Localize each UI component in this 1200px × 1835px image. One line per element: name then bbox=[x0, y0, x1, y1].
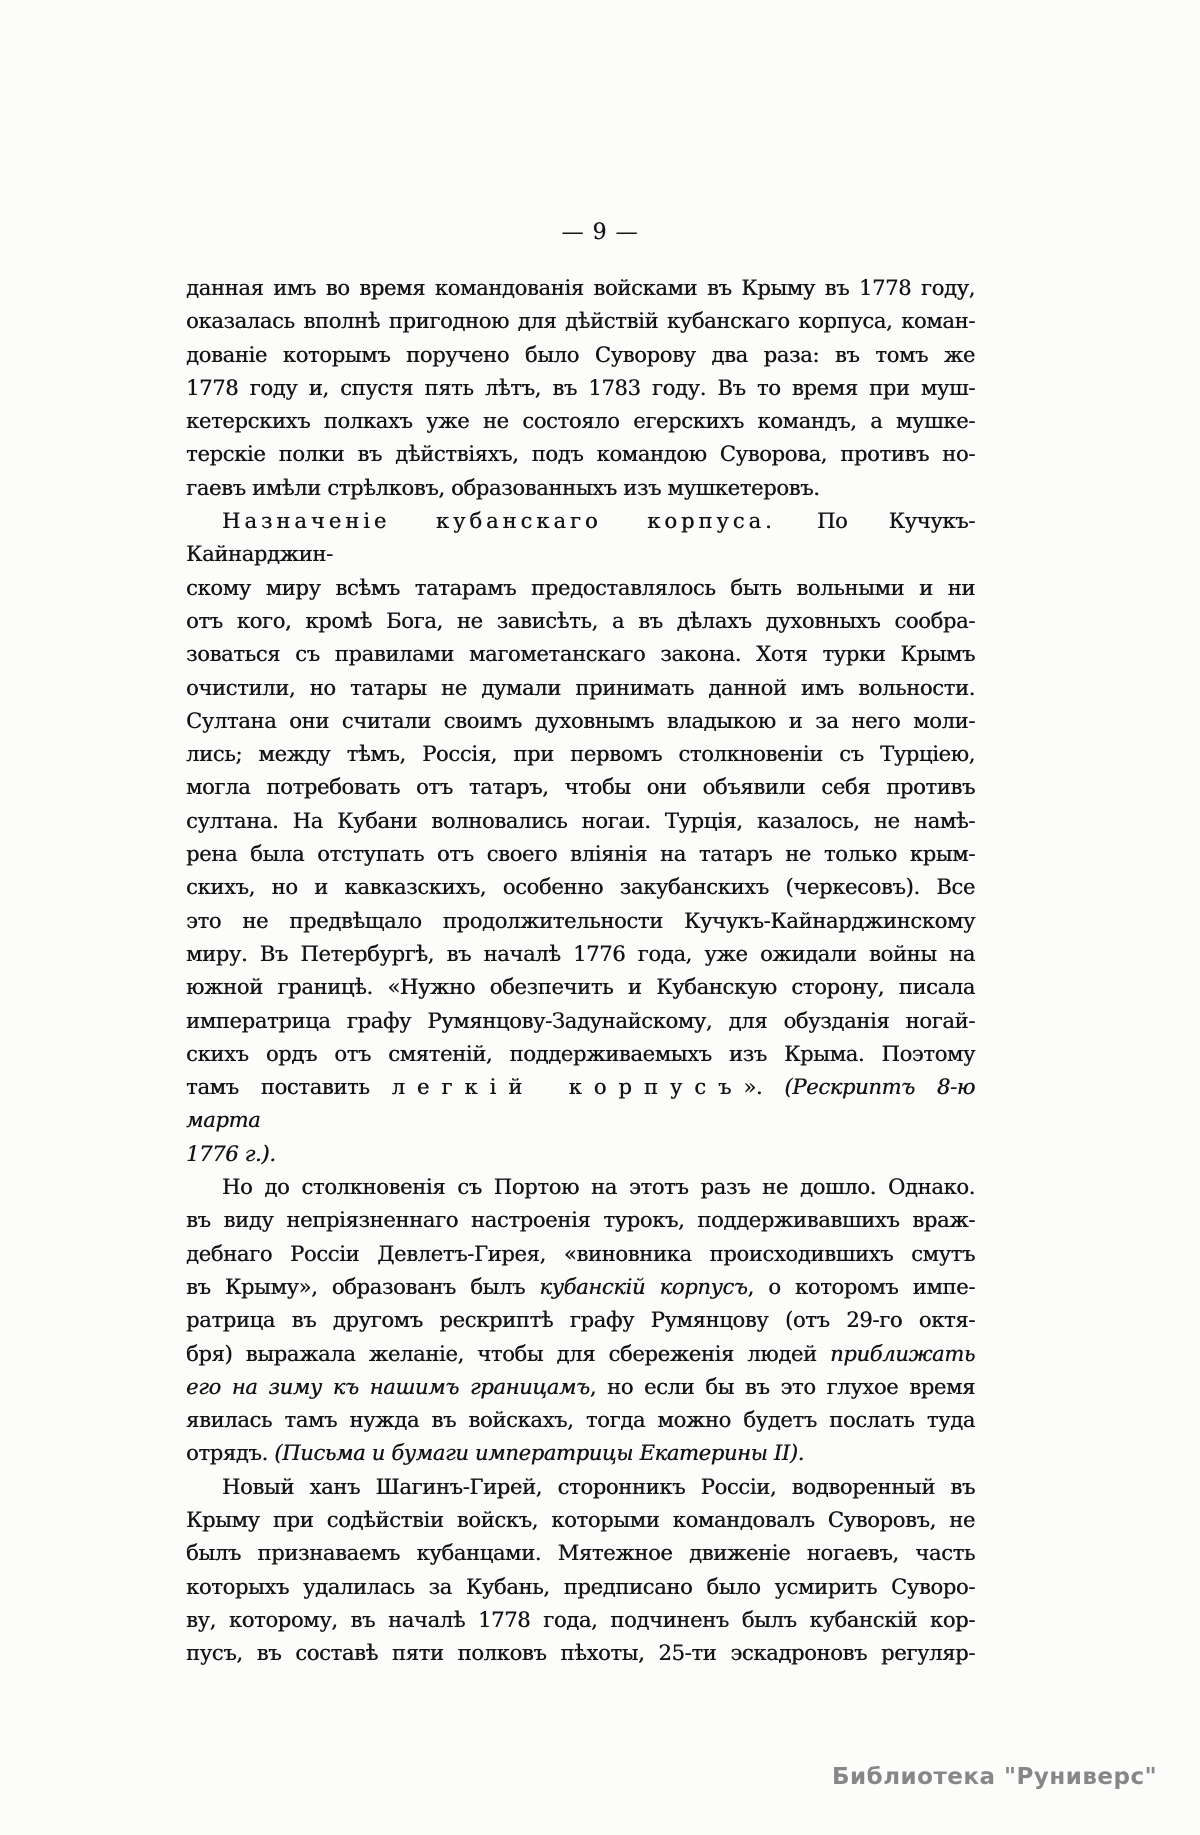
text-segment: очистили, но татары не думали принимать данной имъ вольности. bbox=[186, 675, 975, 700]
text-segment: миру. Въ Петербургѣ, въ началѣ 1776 года, уже ожидали войны на bbox=[186, 941, 975, 966]
text-line bbox=[186, 971, 975, 1004]
text-segment: оказалась вполнѣ пригодною для дѣйствій кубанскаго корпуса, коман- bbox=[186, 309, 975, 334]
text-line bbox=[186, 1338, 975, 1371]
text-line bbox=[186, 672, 975, 705]
text-segment: въ виду непріязненнаго настроенія турокъ, поддерживавшихъ враж- bbox=[186, 1208, 975, 1233]
text-line bbox=[186, 638, 975, 671]
italic-text-segment: его на зиму къ нашимъ границамъ bbox=[186, 1374, 590, 1399]
text-line bbox=[186, 1304, 975, 1337]
text-line bbox=[186, 1571, 975, 1604]
text-line bbox=[186, 438, 975, 471]
text-line bbox=[186, 1204, 975, 1237]
text-line bbox=[186, 838, 975, 871]
text-line bbox=[186, 1238, 975, 1271]
text-segment: которыхъ удалилась за Кубань, предписано было усмирить Суворо- bbox=[186, 1574, 975, 1599]
library-watermark: Библиотека "Руниверс" bbox=[832, 1764, 1158, 1790]
text-line bbox=[186, 272, 975, 305]
text-line bbox=[186, 1504, 975, 1537]
text-line bbox=[186, 771, 975, 804]
text-line bbox=[186, 905, 975, 938]
text-segment: скихъ, но и кавказскихъ, особенно закубанскихъ (черкесовъ). Все bbox=[186, 875, 975, 900]
italic-text-segment: (Рескриптъ 8-ю марта bbox=[186, 1075, 975, 1133]
text-line bbox=[186, 1471, 975, 1504]
text-segment: ратрица въ другомъ рескриптѣ графу Румянцову (отъ 29-го октя- bbox=[186, 1308, 975, 1333]
text-line bbox=[186, 405, 975, 438]
text-segment: гаевъ имѣли стрѣлковъ, образованныхъ изъ мушкетеровъ. bbox=[186, 475, 820, 500]
text-segment: отъ кого, кромѣ Бога, не зависѣть, а въ дѣлахъ духовныхъ сообра- bbox=[186, 608, 975, 633]
text-segment: это не предвѣщало продолжительности Кучукъ-Кайнарджинскому bbox=[186, 908, 975, 933]
italic-text-segment: кубанскій корпусъ bbox=[539, 1274, 748, 1299]
text-segment: пусъ, въ составѣ пяти полковъ пѣхоты, 25-ти эскадроновъ регуляр- bbox=[186, 1641, 975, 1666]
text-line bbox=[186, 572, 975, 605]
text-segment: императрица графу Румянцову-Задунайскому, для обузданія ногай- bbox=[186, 1008, 975, 1033]
text-segment: бря) выражала желаніе, чтобы для сбереженія людей bbox=[186, 1341, 831, 1366]
text-line bbox=[186, 738, 975, 771]
text-line bbox=[186, 871, 975, 904]
text-segment: терскіе полки въ дѣйствіяхъ, подъ командою Суворова, противъ но- bbox=[186, 442, 975, 467]
text-segment: рена была отступать отъ своего вліянія на татаръ не только крым- bbox=[186, 842, 975, 867]
text-segment: ». bbox=[743, 1075, 785, 1100]
text-line bbox=[186, 1005, 975, 1038]
page-number: — 9 — bbox=[561, 220, 639, 245]
text-segment: султана. На Кубани волновались ногаи. Турція, казалось, не намѣ- bbox=[186, 808, 975, 833]
text-segment: тамъ поставить bbox=[186, 1075, 392, 1100]
emphasized-spaced-text: Назначеніе кубанскаго корпуса. bbox=[222, 509, 776, 534]
text-segment: лись; между тѣмъ, Россія, при первомъ столкновеніи съ Турціею, bbox=[186, 742, 975, 767]
text-line bbox=[186, 1437, 975, 1470]
text-segment: Новый ханъ Шагинъ-Гирей, сторонникъ Россіи, водворенный въ bbox=[222, 1474, 975, 1499]
text-line bbox=[186, 1637, 975, 1670]
text-segment: скихъ ордъ отъ смятеній, поддерживаемыхъ изъ Крыма. Поэтому bbox=[186, 1041, 975, 1066]
text-segment: , но если бы въ это глухое время bbox=[589, 1374, 975, 1399]
text-segment: Крыму при содѣйствіи войскъ, которыми командовалъ Суворовъ, не bbox=[186, 1507, 975, 1532]
text-segment: Султана они считали своимъ духовнымъ владыкою и за него моли- bbox=[186, 708, 975, 733]
emphasized-spaced-text: легкій корпусъ bbox=[391, 1075, 744, 1100]
text-segment: въ Крыму», образованъ былъ bbox=[186, 1274, 540, 1299]
text-line bbox=[186, 1604, 975, 1637]
text-segment: отрядъ. bbox=[186, 1441, 275, 1466]
text-line bbox=[186, 1071, 975, 1138]
text-segment: явилась тамъ нужда въ войскахъ, тогда можно будетъ послать туда bbox=[186, 1408, 975, 1433]
text-segment: скому миру всѣмъ татарамъ предоставлялось быть вольными и ни bbox=[186, 575, 975, 600]
text-line bbox=[186, 1038, 975, 1071]
text-line bbox=[186, 472, 975, 505]
italic-text-segment: приближать bbox=[830, 1341, 975, 1366]
text-line bbox=[186, 372, 975, 405]
text-line bbox=[186, 605, 975, 638]
text-line bbox=[186, 705, 975, 738]
text-segment: дебнаго Россіи Девлетъ-Гирея, «виновника происходившихъ смутъ bbox=[186, 1241, 975, 1266]
text-line bbox=[186, 1537, 975, 1570]
text-segment: По Кучукъ-Кайнарджин- bbox=[186, 509, 975, 567]
text-segment: дованіе которымъ поручено было Суворову два раза: въ томъ же bbox=[186, 342, 975, 367]
text-segment: Но до столкновенія съ Портою на этотъ разъ не дошло. Однако. bbox=[222, 1175, 975, 1200]
text-segment: ву, которому, въ началѣ 1778 года, подчиненъ былъ кубанскій кор- bbox=[186, 1607, 975, 1632]
italic-text-segment: (Письма и бумаги императрицы Екатерины II). bbox=[274, 1441, 805, 1466]
text-segment: былъ признаваемъ кубанцами. Мятежное движеніе ногаевъ, часть bbox=[186, 1541, 975, 1566]
text-segment: южной границѣ. «Нужно обезпечить и Кубанскую сторону, писала bbox=[186, 975, 975, 1000]
text-line bbox=[186, 1138, 975, 1171]
text-line bbox=[186, 1371, 975, 1404]
text-segment: кетерскихъ полкахъ уже не состояло егерскихъ командъ, а мушке- bbox=[186, 409, 975, 434]
text-line bbox=[186, 305, 975, 338]
text-line bbox=[186, 505, 975, 572]
page-text-block bbox=[186, 272, 975, 1670]
text-segment: могла потребовать отъ татаръ, чтобы они объявили себя противъ bbox=[186, 775, 975, 800]
text-segment: зоваться съ правилами магометанскаго закона. Хотя турки Крымъ bbox=[186, 642, 975, 667]
text-segment: данная имъ во время командованія войсками въ Крыму въ 1778 году, bbox=[186, 276, 975, 300]
text-line bbox=[186, 1404, 975, 1437]
text-line bbox=[186, 938, 975, 971]
text-line bbox=[186, 339, 975, 372]
text-line bbox=[186, 1271, 975, 1304]
text-segment: 1778 году и, спустя пять лѣтъ, въ 1783 году. Въ то время при муш- bbox=[186, 375, 975, 400]
text-segment: , о которомъ импе- bbox=[747, 1274, 976, 1299]
text-line bbox=[186, 1171, 975, 1204]
text-line bbox=[186, 805, 975, 838]
italic-text-segment: 1776 г.). bbox=[186, 1141, 276, 1166]
